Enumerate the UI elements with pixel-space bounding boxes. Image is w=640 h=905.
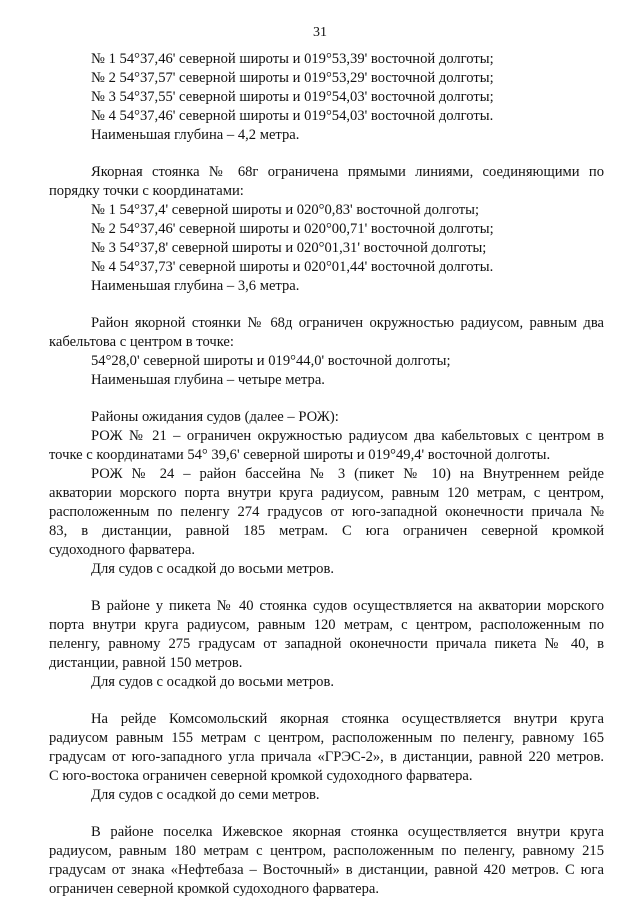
section2-intro-line-2: порядку точки с координатами: — [49, 183, 244, 199]
roj21-line-1: РОЖ № 21 – ограничен окружностью радиусом два кабельтовых с центром в — [91, 428, 604, 444]
section6-line-1: На рейде Комсомольский якорная стоянка осуществляется внутри круга — [91, 711, 604, 727]
section2-point-1: № 1 54°37,4' северной широты и 020°0,83' восточной долготы; — [91, 202, 480, 218]
section5-draft: Для судов с осадкой до восьми метров. — [91, 674, 335, 690]
section1-point-2: № 2 54°37,57' северной широты и 019°53,29' восточной долготы; — [91, 70, 494, 86]
roj24-line-3: расположенным по пеленгу 274 градусов от юго-западной оконечности причала № — [49, 504, 604, 520]
section1-depth: Наименьшая глубина – 4,2 метра. — [91, 127, 300, 143]
section5-line-2: порта внутри круга радиусом, равным 120 метрам, с центром, расположенным по — [49, 617, 604, 633]
section5-line-1: В районе у пикета № 40 стоянка судов осуществляется на акватории морского — [91, 598, 604, 614]
section7-line-3: градусам от знака «Нефтебаза – Восточный» в дистанции, равной 420 метров. С юга — [49, 862, 604, 878]
section6-line-3: градусам от юго-западного угла причала «ГРЭС-2», в дистанции, равной 220 метров. — [49, 749, 604, 765]
section3-intro-line-1: Район якорной стоянки № 68д ограничен окружностью радиусом, равным два — [91, 315, 604, 331]
roj24-line-4: 83, в дистанции, равной 185 метрам. С юга ограничен северной кромкой — [49, 523, 604, 539]
section6-line-2: радиусом равным 155 метрам с центром, расположенным по пеленгу, равному 165 — [49, 730, 604, 746]
section6-draft: Для судов с осадкой до семи метров. — [91, 787, 320, 803]
section7-line-1: В районе поселка Ижевское якорная стоянка осуществляется внутри круга — [91, 824, 604, 840]
section5-line-3: пеленгу, равному 275 градусам от западной оконечности причала пикета № 40, в — [49, 636, 604, 652]
section3-intro-line-2: кабельтова с центром в точке: — [49, 334, 234, 350]
roj21-line-2: точке с координатами 54° 39,6' северной широты и 019°49,4' восточной долготы. — [49, 447, 551, 463]
section3-depth: Наименьшая глубина – четыре метра. — [91, 372, 325, 388]
section2-point-3: № 3 54°37,8' северной широты и 020°01,31' восточной долготы; — [91, 240, 487, 256]
section1-point-1: № 1 54°37,46' северной широты и 019°53,39' восточной долготы; — [91, 51, 494, 67]
section5-line-4: дистанции, равной 150 метров. — [49, 655, 243, 671]
roj24-line-2: акватории морского порта внутри круга радиусом, равным 120 метрам, с центром, — [49, 485, 604, 501]
section2-depth: Наименьшая глубина – 3,6 метра. — [91, 278, 300, 294]
section2-intro-line-1: Якорная стоянка № 68г ограничена прямыми линиями, соединяющими по — [91, 164, 604, 180]
section3-point: 54°28,0' северной широты и 019°44,0' восточной долготы; — [91, 353, 451, 369]
section2-point-4: № 4 54°37,73' северной широты и 020°01,44' восточной долготы. — [91, 259, 494, 275]
section2-point-2: № 2 54°37,46' северной широты и 020°00,71' восточной долготы; — [91, 221, 494, 237]
section1-point-4: № 4 54°37,46' северной широты и 019°54,03' восточной долготы. — [91, 108, 494, 124]
section1-point-3: № 3 54°37,55' северной широты и 019°54,03' восточной долготы; — [91, 89, 494, 105]
section7-line-2: радиусом, равным 180 метрам с центром, расположенным по пеленгу, равному 215 — [49, 843, 604, 859]
section6-line-4: С юго-востока ограничен северной кромкой судоходного фарватера. — [49, 768, 473, 784]
section7-line-4: ограничен северной кромкой судоходного фарватера. — [49, 881, 380, 897]
page-number: 31 — [313, 25, 327, 40]
section4-heading: Районы ожидания судов (далее – РОЖ): — [91, 409, 339, 425]
roj24-line-5: судоходного фарватера. — [49, 542, 196, 558]
section4-draft: Для судов с осадкой до восьми метров. — [91, 561, 335, 577]
roj24-line-1: РОЖ № 24 – район бассейна № 3 (пикет № 10) на Внутреннем рейде — [91, 466, 604, 482]
